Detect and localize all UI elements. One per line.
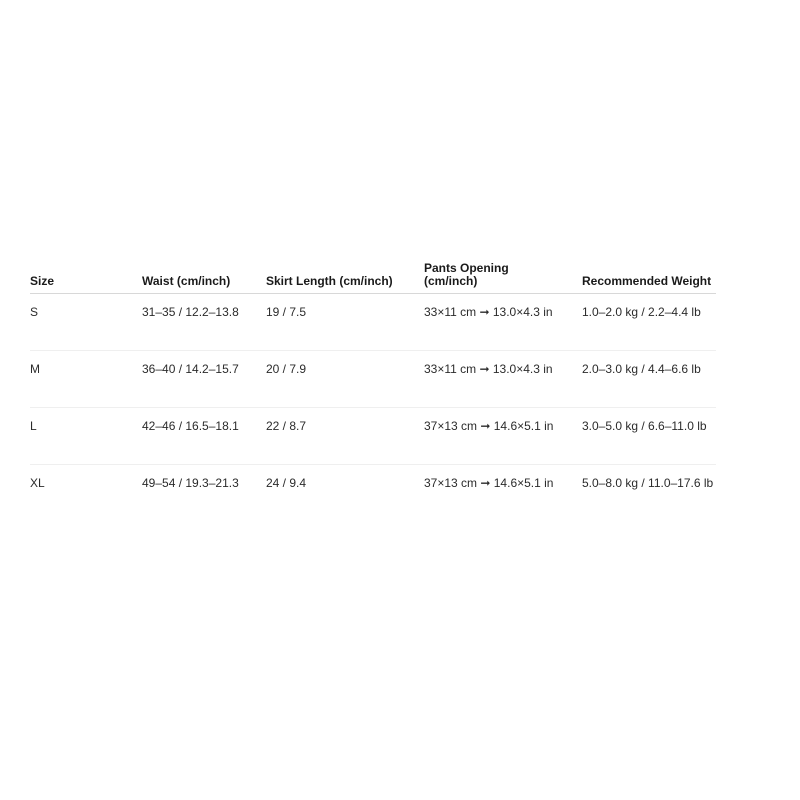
header-size: Size bbox=[30, 258, 142, 294]
header-waist: Waist (cm/inch) bbox=[142, 258, 266, 294]
cell-waist: 49–54 / 19.3–21.3 bbox=[142, 476, 239, 490]
cell-waist: 31–35 / 12.2–13.8 bbox=[142, 294, 266, 351]
table-row bbox=[30, 408, 716, 465]
cell-recommended-weight: 1.0–2.0 kg / 2.2–4.4 lb bbox=[582, 294, 716, 351]
cell-pants-opening: 33×11 cm ➞ 13.0×4.3 in bbox=[424, 351, 582, 408]
cell-skirt-length: 22 / 8.7 bbox=[266, 408, 424, 465]
cell-skirt-length: 20 / 7.9 bbox=[266, 351, 424, 408]
cell-waist: 42–46 / 16.5–18.1 bbox=[142, 408, 266, 465]
cell-size: L bbox=[30, 408, 142, 465]
header-row bbox=[30, 258, 716, 294]
cell-pants-opening: 33×11 cm ➞ 13.0×4.3 in bbox=[424, 294, 582, 351]
header-pants-opening-line2: (cm/inch) bbox=[424, 274, 478, 288]
cell-recommended-weight: 3.0–5.0 kg / 6.6–11.0 lb bbox=[582, 408, 716, 465]
header-pants-opening-line1: Pants Opening bbox=[424, 261, 509, 275]
cell-skirt-length: 24 / 9.4 bbox=[266, 476, 307, 490]
table-row bbox=[30, 465, 716, 522]
table-header bbox=[30, 258, 716, 294]
cell-waist: 36–40 / 14.2–15.7 bbox=[142, 351, 266, 408]
table-row bbox=[30, 351, 716, 408]
cell-size: S bbox=[30, 294, 142, 351]
cell-recommended-weight: 2.0–3.0 kg / 4.4–6.6 lb bbox=[582, 351, 716, 408]
cell-recommended-weight: 5.0–8.0 kg / 11.0–17.6 lb bbox=[582, 476, 714, 490]
header-skirt-length: Skirt Length (cm/inch) bbox=[266, 258, 424, 294]
table-row bbox=[30, 294, 716, 351]
size-chart bbox=[30, 258, 716, 521]
cell-skirt-length: 19 / 7.5 bbox=[266, 294, 424, 351]
cell-size: M bbox=[30, 351, 142, 408]
header-pants-opening bbox=[424, 258, 582, 294]
cell-size: XL bbox=[30, 476, 45, 490]
cell-pants-opening: 37×13 cm ➞ 14.6×5.1 in bbox=[424, 408, 582, 465]
header-recommended-weight: Recommended Weight bbox=[582, 258, 716, 294]
cell-pants-opening: 37×13 cm ➞ 14.6×5.1 in bbox=[424, 476, 554, 490]
size-table bbox=[30, 258, 716, 521]
table-body bbox=[30, 294, 716, 522]
